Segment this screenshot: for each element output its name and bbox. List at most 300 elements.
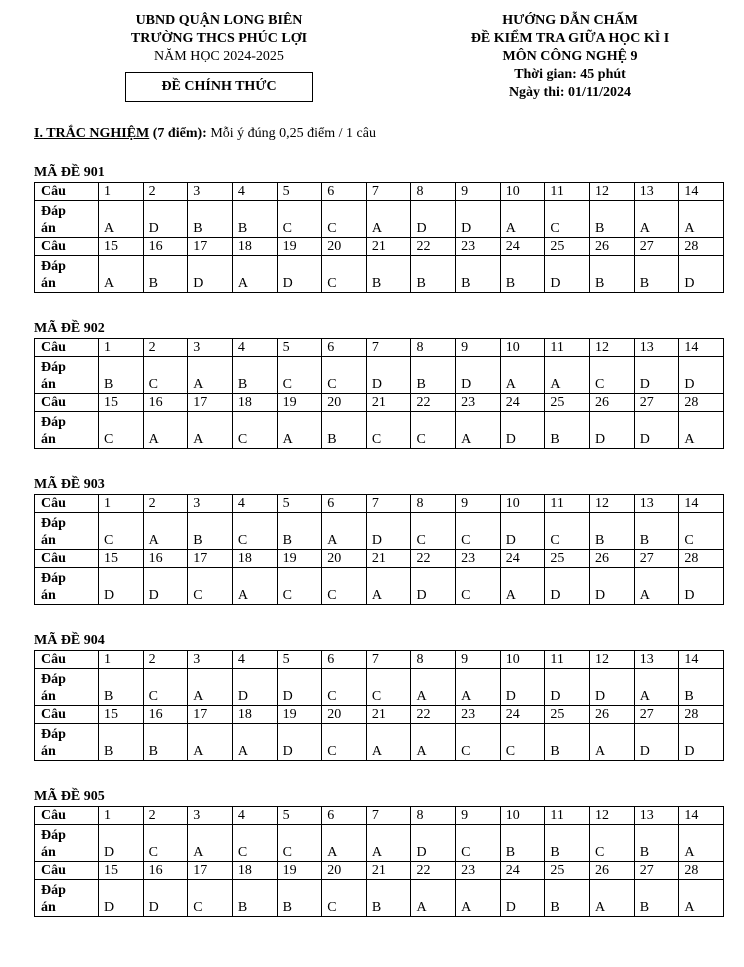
question-number: 7 <box>366 807 411 825</box>
answer-row <box>35 513 724 550</box>
school-header <box>84 12 354 102</box>
answer-label <box>35 825 99 862</box>
question-number: 10 <box>500 651 545 669</box>
answer-value: D <box>590 412 635 449</box>
answer-value: B <box>456 256 501 293</box>
answer-row <box>35 724 724 761</box>
question-number: 28 <box>679 706 724 724</box>
question-number: 14 <box>679 495 724 513</box>
answer-value: B <box>232 357 277 394</box>
answer-value: C <box>277 568 322 605</box>
answer-value: D <box>143 880 188 917</box>
question-label: Câu <box>35 550 99 568</box>
answer-value: A <box>500 201 545 238</box>
question-number: 14 <box>679 651 724 669</box>
question-number: 4 <box>232 807 277 825</box>
answer-value: B <box>634 256 679 293</box>
answer-value: C <box>277 357 322 394</box>
question-number: 14 <box>679 339 724 357</box>
answer-value: A <box>277 412 322 449</box>
question-number: 7 <box>366 339 411 357</box>
answer-value: B <box>634 880 679 917</box>
answer-value: D <box>99 880 144 917</box>
answer-value: B <box>99 669 144 706</box>
answer-value: D <box>143 201 188 238</box>
answer-value: A <box>366 724 411 761</box>
answer-label <box>35 513 99 550</box>
answer-label-line1: Đáp <box>41 672 66 687</box>
answer-label-line2: án <box>41 689 56 704</box>
question-row <box>35 238 724 256</box>
answer-value: A <box>679 880 724 917</box>
question-number: 26 <box>590 238 635 256</box>
question-number: 9 <box>456 651 501 669</box>
answer-value: A <box>500 568 545 605</box>
question-number: 12 <box>590 183 635 201</box>
answer-value: D <box>188 256 233 293</box>
answer-label <box>35 568 99 605</box>
answer-label-line1: Đáp <box>41 415 66 430</box>
answer-value: D <box>545 568 590 605</box>
question-number: 1 <box>99 339 144 357</box>
exam-code: MÃ ĐỀ 901 <box>34 165 105 180</box>
answer-label-line1: Đáp <box>41 571 66 586</box>
answer-label <box>35 201 99 238</box>
question-number: 13 <box>634 183 679 201</box>
question-number: 25 <box>545 394 590 412</box>
question-label: Câu <box>35 339 99 357</box>
answer-value: D <box>411 201 456 238</box>
answer-value: D <box>590 568 635 605</box>
question-number: 5 <box>277 651 322 669</box>
question-number: 23 <box>456 550 501 568</box>
answer-value: C <box>322 201 367 238</box>
question-number: 1 <box>99 183 144 201</box>
question-number: 28 <box>679 550 724 568</box>
answer-value: A <box>411 669 456 706</box>
answer-label-line1: Đáp <box>41 204 66 219</box>
answer-value: B <box>545 724 590 761</box>
answer-value: C <box>456 825 501 862</box>
guide-title: HƯỚNG DẪN CHẤM <box>502 13 638 28</box>
question-number: 16 <box>143 394 188 412</box>
answer-value: D <box>590 669 635 706</box>
question-number: 1 <box>99 495 144 513</box>
answer-value: D <box>411 825 456 862</box>
school-name: TRƯỜNG THCS PHÚC LỢI <box>130 31 308 46</box>
question-number: 6 <box>322 807 367 825</box>
question-number: 12 <box>590 651 635 669</box>
question-number: 17 <box>188 862 233 880</box>
answer-value: B <box>232 880 277 917</box>
answer-value: A <box>366 825 411 862</box>
answer-value: B <box>188 201 233 238</box>
answer-value: B <box>590 256 635 293</box>
question-number: 16 <box>143 550 188 568</box>
answer-value: B <box>500 256 545 293</box>
question-number: 2 <box>143 651 188 669</box>
answer-value: A <box>143 412 188 449</box>
question-number: 18 <box>232 706 277 724</box>
question-number: 4 <box>232 339 277 357</box>
answer-value: B <box>143 256 188 293</box>
question-number: 13 <box>634 651 679 669</box>
question-number: 21 <box>366 862 411 880</box>
answer-value: D <box>545 669 590 706</box>
answer-table <box>34 494 724 605</box>
answer-key-block <box>34 320 724 449</box>
question-number: 11 <box>545 339 590 357</box>
question-row <box>35 706 724 724</box>
question-number: 6 <box>322 183 367 201</box>
question-number: 25 <box>545 238 590 256</box>
question-number: 26 <box>590 706 635 724</box>
answer-value: C <box>143 357 188 394</box>
answer-value: C <box>411 412 456 449</box>
question-number: 13 <box>634 495 679 513</box>
question-number: 4 <box>232 495 277 513</box>
answer-value: B <box>232 201 277 238</box>
question-number: 10 <box>500 495 545 513</box>
answer-value: A <box>188 357 233 394</box>
question-number: 21 <box>366 238 411 256</box>
answer-value: C <box>322 357 367 394</box>
question-number: 24 <box>500 238 545 256</box>
answer-key-block <box>34 164 724 293</box>
question-number: 19 <box>277 238 322 256</box>
answer-value: A <box>634 669 679 706</box>
question-number: 6 <box>322 339 367 357</box>
question-number: 20 <box>322 862 367 880</box>
question-number: 4 <box>232 651 277 669</box>
question-number: 17 <box>188 238 233 256</box>
question-number: 9 <box>456 183 501 201</box>
answer-value: B <box>679 669 724 706</box>
answer-label-line2: án <box>41 221 56 236</box>
answer-value: B <box>545 825 590 862</box>
answer-value: D <box>500 412 545 449</box>
answer-value: D <box>99 568 144 605</box>
answer-value: C <box>188 880 233 917</box>
subject-name: MÔN CÔNG NGHỆ 9 <box>502 49 638 64</box>
question-number: 6 <box>322 495 367 513</box>
question-number: 8 <box>411 495 456 513</box>
question-number: 21 <box>366 394 411 412</box>
answer-value: B <box>188 513 233 550</box>
question-number: 16 <box>143 238 188 256</box>
answer-value: D <box>232 669 277 706</box>
document-header <box>0 12 744 122</box>
question-number: 11 <box>545 495 590 513</box>
question-number: 12 <box>590 339 635 357</box>
question-label: Câu <box>35 807 99 825</box>
answer-value: B <box>143 724 188 761</box>
question-number: 12 <box>590 807 635 825</box>
answer-key-block <box>34 632 724 761</box>
answer-label-line2: án <box>41 588 56 603</box>
question-number: 15 <box>99 394 144 412</box>
question-number: 26 <box>590 550 635 568</box>
question-number: 10 <box>500 807 545 825</box>
question-number: 16 <box>143 706 188 724</box>
answer-label-line1: Đáp <box>41 828 66 843</box>
answer-value: A <box>143 513 188 550</box>
answer-value: C <box>456 513 501 550</box>
question-number: 22 <box>411 862 456 880</box>
answer-value: C <box>322 724 367 761</box>
answer-value: D <box>634 412 679 449</box>
exam-title: ĐỀ KIỂM TRA GIỮA HỌC KÌ I <box>470 31 670 46</box>
question-number: 15 <box>99 550 144 568</box>
question-row <box>35 807 724 825</box>
question-number: 1 <box>99 807 144 825</box>
answer-value: C <box>545 513 590 550</box>
answer-row <box>35 880 724 917</box>
section-title: I. TRẮC NGHIỆM <box>34 126 150 141</box>
answer-value: A <box>456 412 501 449</box>
answer-value: D <box>366 357 411 394</box>
answer-value: C <box>411 513 456 550</box>
answer-value: D <box>545 256 590 293</box>
answer-label <box>35 256 99 293</box>
answer-table <box>34 338 724 449</box>
answer-value: D <box>500 669 545 706</box>
question-number: 13 <box>634 807 679 825</box>
answer-value: A <box>188 669 233 706</box>
answer-value: B <box>322 412 367 449</box>
question-number: 27 <box>634 238 679 256</box>
section-points: (7 điểm): <box>149 126 207 141</box>
exam-code: MÃ ĐỀ 902 <box>34 321 105 336</box>
question-number: 3 <box>188 495 233 513</box>
exam-code: MÃ ĐỀ 904 <box>34 633 105 648</box>
answer-table <box>34 182 724 293</box>
question-number: 1 <box>99 651 144 669</box>
answer-label-line2: án <box>41 900 56 915</box>
question-number: 18 <box>232 394 277 412</box>
question-number: 27 <box>634 862 679 880</box>
question-number: 22 <box>411 706 456 724</box>
answer-label-line2: án <box>41 845 56 860</box>
answer-value: C <box>322 669 367 706</box>
answer-value: A <box>322 825 367 862</box>
answer-row <box>35 357 724 394</box>
answer-label-line1: Đáp <box>41 360 66 375</box>
question-number: 19 <box>277 862 322 880</box>
question-number: 27 <box>634 550 679 568</box>
answer-value: C <box>456 724 501 761</box>
answer-value: A <box>590 880 635 917</box>
question-row <box>35 550 724 568</box>
answer-value: C <box>456 568 501 605</box>
question-number: 17 <box>188 550 233 568</box>
question-number: 14 <box>679 183 724 201</box>
answer-value: B <box>99 357 144 394</box>
answer-value: A <box>456 669 501 706</box>
answer-key-block <box>34 476 724 605</box>
question-number: 26 <box>590 862 635 880</box>
answer-value: A <box>590 724 635 761</box>
question-number: 10 <box>500 339 545 357</box>
question-number: 3 <box>188 183 233 201</box>
question-number: 18 <box>232 238 277 256</box>
question-number: 22 <box>411 550 456 568</box>
question-number: 12 <box>590 495 635 513</box>
question-number: 9 <box>456 339 501 357</box>
question-number: 15 <box>99 238 144 256</box>
question-label: Câu <box>35 651 99 669</box>
answer-value: A <box>188 412 233 449</box>
answer-value: B <box>545 880 590 917</box>
answer-value: A <box>232 568 277 605</box>
question-number: 26 <box>590 394 635 412</box>
answer-value: A <box>99 256 144 293</box>
exam-info-header <box>420 12 720 102</box>
answer-value: B <box>366 256 411 293</box>
question-number: 16 <box>143 862 188 880</box>
answer-value: C <box>143 669 188 706</box>
exam-code: MÃ ĐỀ 903 <box>34 477 105 492</box>
answer-value: B <box>590 201 635 238</box>
question-row <box>35 183 724 201</box>
answer-value: D <box>366 513 411 550</box>
question-number: 11 <box>545 183 590 201</box>
answer-label-line1: Đáp <box>41 883 66 898</box>
answer-value: C <box>679 513 724 550</box>
answer-value: A <box>679 201 724 238</box>
question-number: 5 <box>277 807 322 825</box>
answer-value: A <box>679 412 724 449</box>
answer-value: A <box>634 568 679 605</box>
answer-value: C <box>545 201 590 238</box>
answer-value: D <box>634 357 679 394</box>
answer-value: D <box>679 724 724 761</box>
question-number: 9 <box>456 807 501 825</box>
answer-value: C <box>322 568 367 605</box>
question-number: 13 <box>634 339 679 357</box>
answer-value: B <box>277 513 322 550</box>
question-number: 23 <box>456 394 501 412</box>
answer-value: D <box>456 201 501 238</box>
answer-value: A <box>188 825 233 862</box>
question-number: 22 <box>411 238 456 256</box>
question-number: 24 <box>500 550 545 568</box>
school-year: NĂM HỌC 2024-2025 <box>154 49 284 64</box>
question-number: 20 <box>322 550 367 568</box>
question-row <box>35 862 724 880</box>
answer-value: C <box>143 825 188 862</box>
answer-value: A <box>500 357 545 394</box>
question-label: Câu <box>35 183 99 201</box>
answer-value: C <box>277 201 322 238</box>
answer-value: C <box>99 412 144 449</box>
answer-value: A <box>411 724 456 761</box>
answer-value: A <box>545 357 590 394</box>
question-row <box>35 394 724 412</box>
question-row <box>35 339 724 357</box>
question-number: 17 <box>188 706 233 724</box>
question-number: 8 <box>411 339 456 357</box>
question-number: 2 <box>143 183 188 201</box>
answer-value: D <box>634 724 679 761</box>
question-number: 18 <box>232 862 277 880</box>
answer-label-line1: Đáp <box>41 516 66 531</box>
question-number: 27 <box>634 394 679 412</box>
question-number: 25 <box>545 862 590 880</box>
question-number: 15 <box>99 862 144 880</box>
exam-duration: Thời gian: 45 phút <box>514 67 626 82</box>
question-label: Câu <box>35 394 99 412</box>
question-number: 20 <box>322 394 367 412</box>
question-number: 7 <box>366 651 411 669</box>
answer-row <box>35 412 724 449</box>
question-number: 2 <box>143 807 188 825</box>
answer-value: A <box>322 513 367 550</box>
question-number: 9 <box>456 495 501 513</box>
question-number: 24 <box>500 862 545 880</box>
section-description: Mỗi ý đúng 0,25 điểm / 1 câu <box>206 126 376 141</box>
question-number: 5 <box>277 339 322 357</box>
question-number: 6 <box>322 651 367 669</box>
answer-value: B <box>277 880 322 917</box>
exam-code: MÃ ĐỀ 905 <box>34 789 105 804</box>
answer-label-line2: án <box>41 276 56 291</box>
question-number: 15 <box>99 706 144 724</box>
question-label: Câu <box>35 238 99 256</box>
answer-row <box>35 669 724 706</box>
question-number: 20 <box>322 238 367 256</box>
question-number: 2 <box>143 339 188 357</box>
answer-value: C <box>322 880 367 917</box>
answer-label-line1: Đáp <box>41 727 66 742</box>
answer-value: A <box>411 880 456 917</box>
answer-label <box>35 357 99 394</box>
question-number: 20 <box>322 706 367 724</box>
answer-value: D <box>500 880 545 917</box>
answer-value: A <box>366 201 411 238</box>
question-number: 18 <box>232 550 277 568</box>
question-number: 23 <box>456 706 501 724</box>
answer-value: A <box>679 825 724 862</box>
question-number: 3 <box>188 339 233 357</box>
question-row <box>35 495 724 513</box>
question-number: 8 <box>411 807 456 825</box>
question-number: 28 <box>679 862 724 880</box>
answer-value: A <box>232 256 277 293</box>
answer-value: B <box>411 256 456 293</box>
answer-value: D <box>277 669 322 706</box>
question-number: 23 <box>456 862 501 880</box>
question-number: 3 <box>188 651 233 669</box>
question-number: 25 <box>545 550 590 568</box>
question-number: 17 <box>188 394 233 412</box>
answer-value: D <box>411 568 456 605</box>
answer-row <box>35 825 724 862</box>
district-name: UBND QUẬN LONG BIÊN <box>135 13 303 28</box>
question-number: 3 <box>188 807 233 825</box>
question-label: Câu <box>35 862 99 880</box>
question-number: 11 <box>545 651 590 669</box>
question-number: 2 <box>143 495 188 513</box>
question-number: 19 <box>277 706 322 724</box>
answer-value: C <box>232 825 277 862</box>
answer-value: B <box>366 880 411 917</box>
answer-value: D <box>500 513 545 550</box>
exam-date: Ngày thi: 01/11/2024 <box>508 85 632 100</box>
answer-value: D <box>679 357 724 394</box>
question-number: 11 <box>545 807 590 825</box>
answer-value: B <box>545 412 590 449</box>
